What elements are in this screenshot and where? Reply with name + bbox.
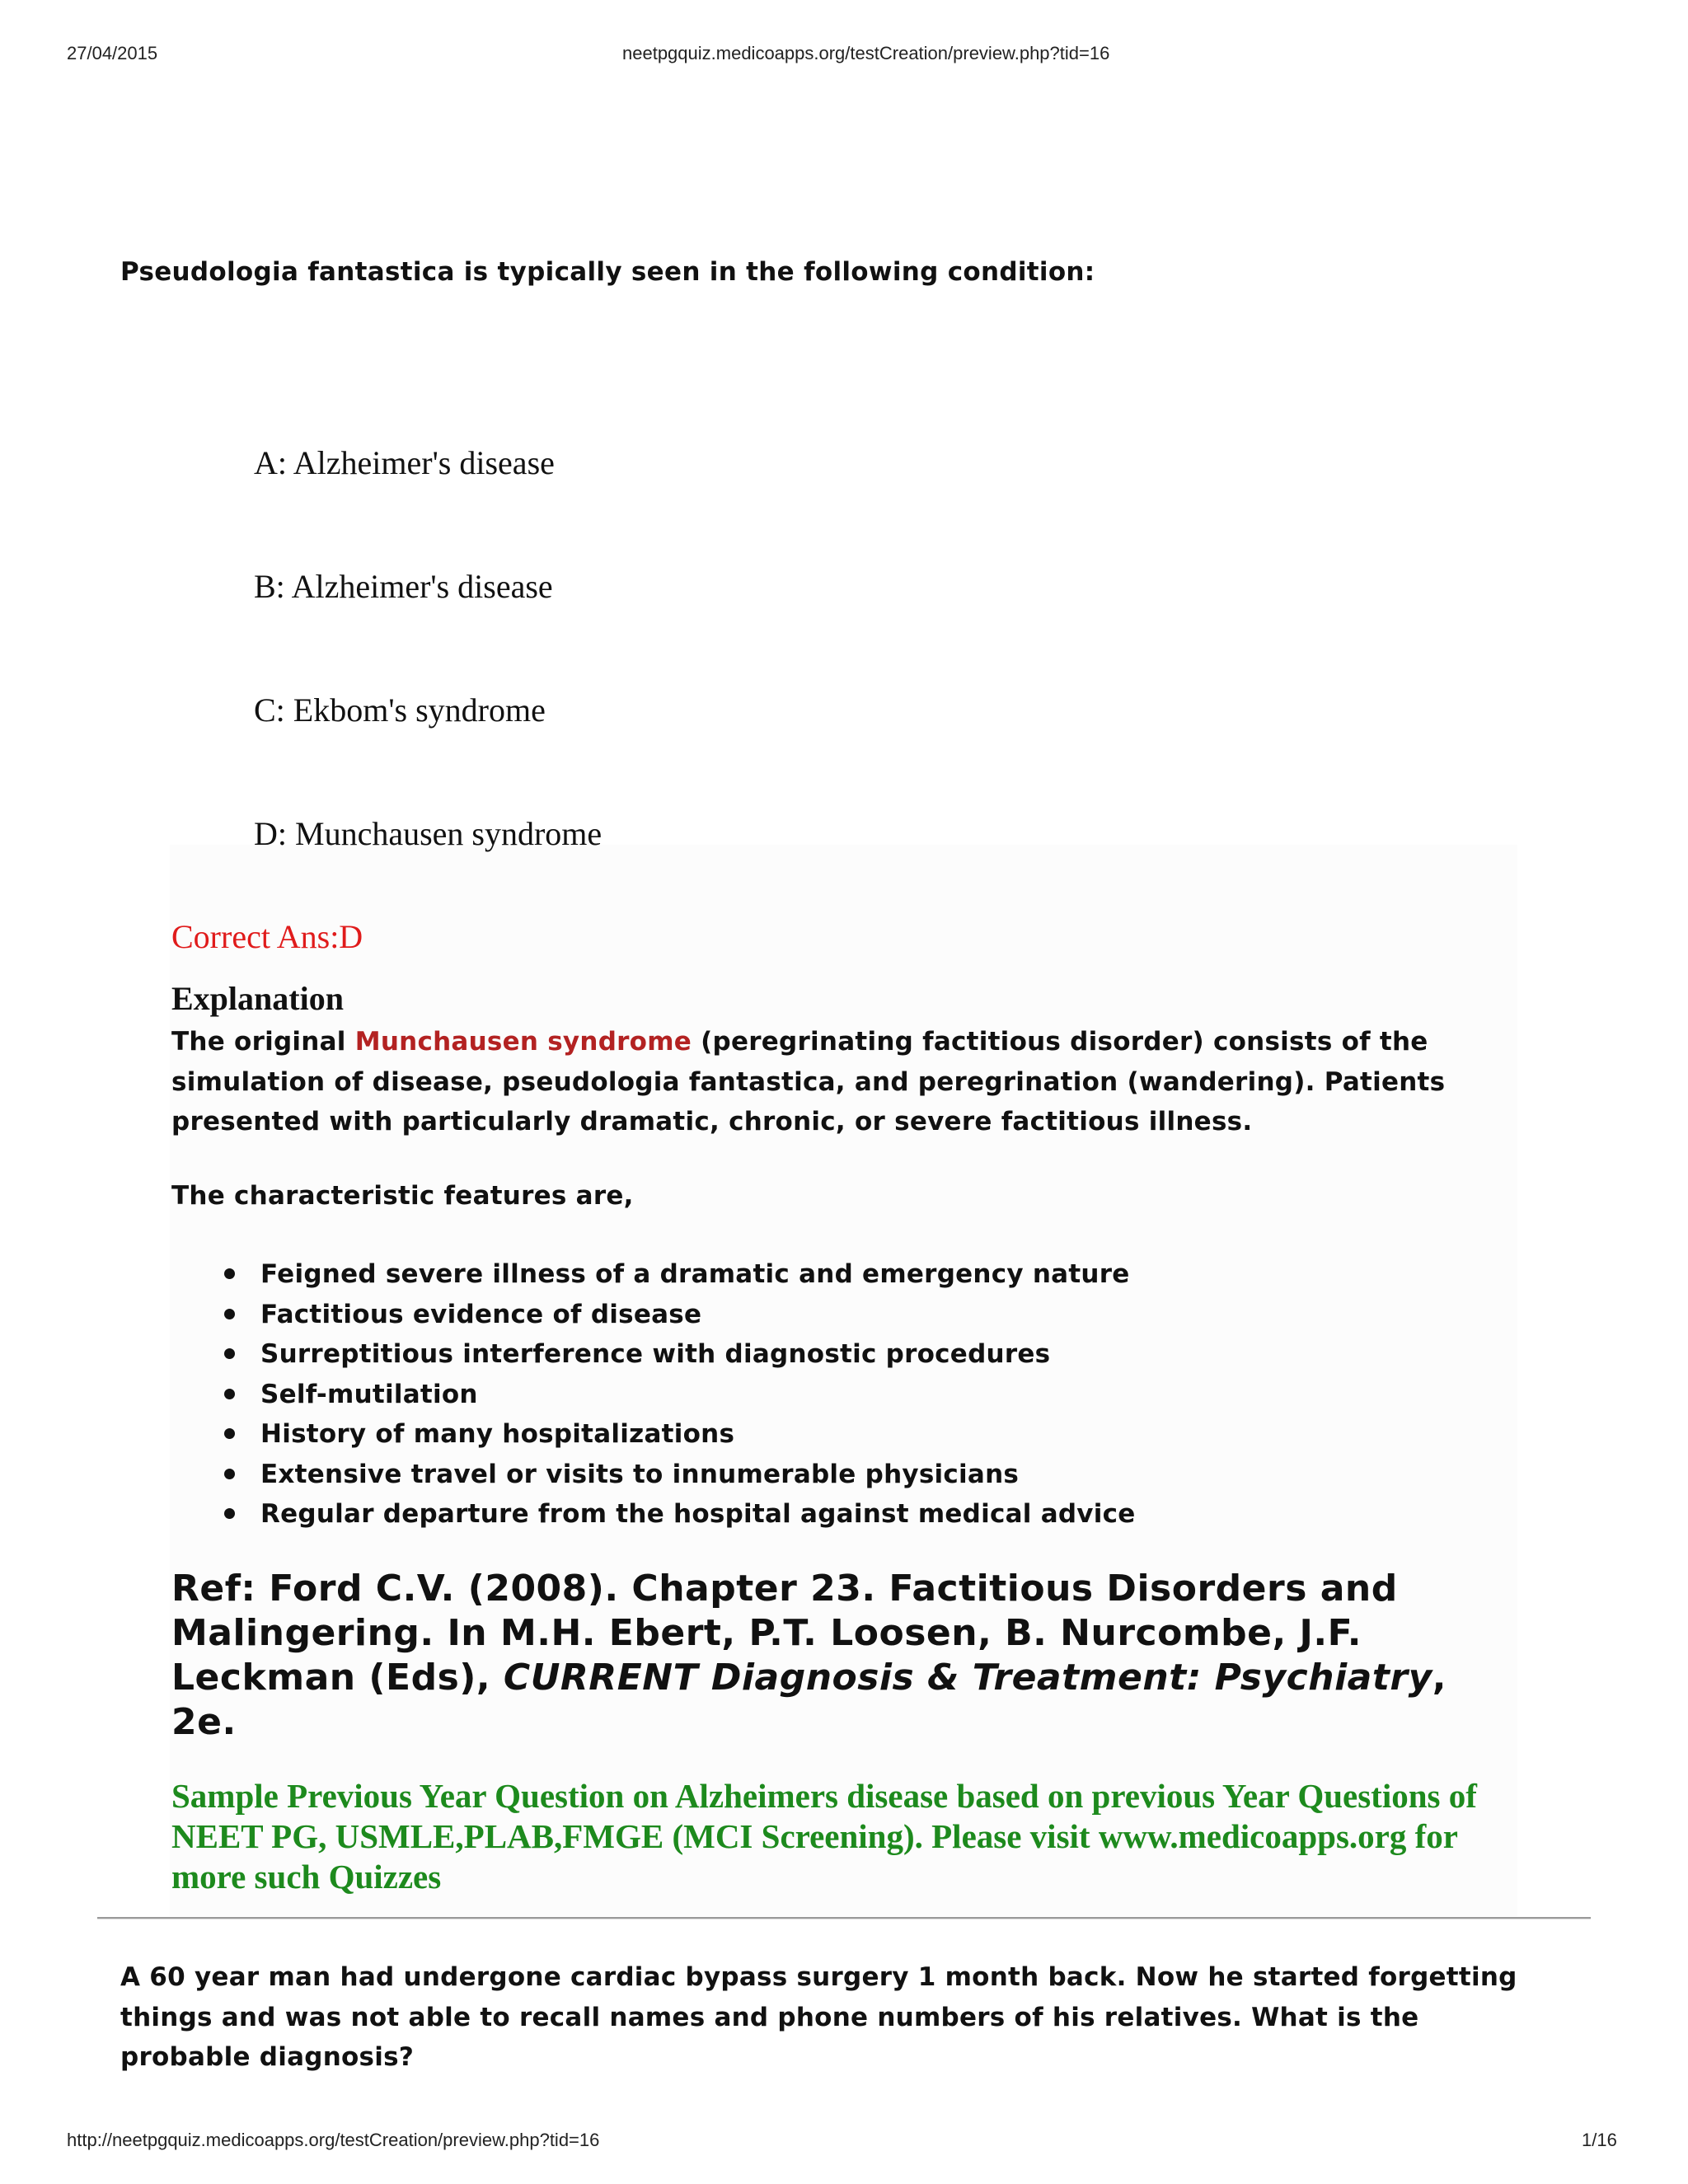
feature-text: Factitious evidence of disease [260,1299,702,1329]
explanation-prefix: The original [171,1027,355,1057]
list-item [171,1334,1136,1375]
feature-text: Surreptitious interference with diagnostic procedures [260,1339,1051,1369]
list-item [171,1375,1136,1415]
question-divider [97,1917,1591,1919]
reference-title: CURRENT Diagnosis & Treatment: Psychiatry [503,1657,1432,1699]
explanation-heading: Explanation [171,980,344,1017]
question-2-text: A 60 year man had undergone cardiac bypass surgery 1 month back. Now he started forgetting things and was not able to recall names and phone numbers of his relatives. What is the probable diagnosis? [120,1962,1517,2072]
feature-text: Feigned severe illness of a dramatic and emergency nature [260,1259,1130,1289]
option-b[interactable]: B: Alzheimer's disease [254,568,553,605]
bullet-icon [224,1469,235,1479]
bullet-icon [224,1348,235,1359]
bullet-icon [224,1428,235,1439]
option-d[interactable]: D: Munchausen syndrome [254,815,603,852]
correct-answer: Correct Ans:D [171,918,363,955]
option-c[interactable]: C: Ekbom's syndrome [254,691,546,729]
page-number: 1/16 [1582,2130,1617,2150]
promo-text: Sample Previous Year Question on Alzheimers disease based on previous Year Questions of NEET PG, USMLE,PLAB,FMGE (MCI Screening). Please visit www.medicoapps.org for more such Quizzes [171,1777,1477,1896]
print-footer-url: http://neetpgquiz.medicoapps.org/testCreation/preview.php?tid=16 [67,2130,600,2150]
explanation-term: Munchausen syndrome [354,1027,692,1057]
list-item [171,1494,1136,1535]
feature-text: Extensive travel or visits to innumerable physicians [260,1459,1020,1489]
bullet-icon [224,1508,235,1519]
list-item [171,1455,1136,1495]
list-item [171,1295,1136,1335]
question-1-text: Pseudologia fantastica is typically seen in the following condition: [120,257,1095,287]
features-list [171,1254,1136,1535]
print-header-url: neetpgquiz.medicoapps.org/testCreation/preview.php?tid=16 [622,43,1110,63]
bullet-icon [224,1309,235,1319]
features-intro: The characteristic features are, [171,1181,634,1211]
reference [171,1567,1523,1745]
explanation-paragraph [171,1022,1507,1142]
feature-text: History of many hospitalizations [260,1419,735,1449]
print-date: 27/04/2015 [67,43,158,63]
list-item [171,1414,1136,1455]
explanation-rest: (peregrinating factitious disorder) consists of the simulation of disease, pseudologia fantastica, and peregrination (wandering). Patients presented with particularly dramatic, chronic, or severe factitious illness. [171,1027,1446,1137]
bullet-icon [224,1389,235,1399]
reference-prefix: Ref: Ford C.V. (2008). Chapter 23. Factitious Disorders and Malingering. In M.H. Ebert, P.T. Loosen, B. Nurcombe, J.F. Leckman (Eds), [171,1568,1398,1699]
option-a[interactable]: A: Alzheimer's disease [254,444,555,481]
bullet-icon [224,1268,235,1279]
feature-text: Self-mutilation [260,1379,478,1409]
list-item [171,1254,1136,1295]
reference-suffix: , 2e. [171,1657,1447,1743]
feature-text: Regular departure from the hospital against medical advice [260,1499,1136,1529]
